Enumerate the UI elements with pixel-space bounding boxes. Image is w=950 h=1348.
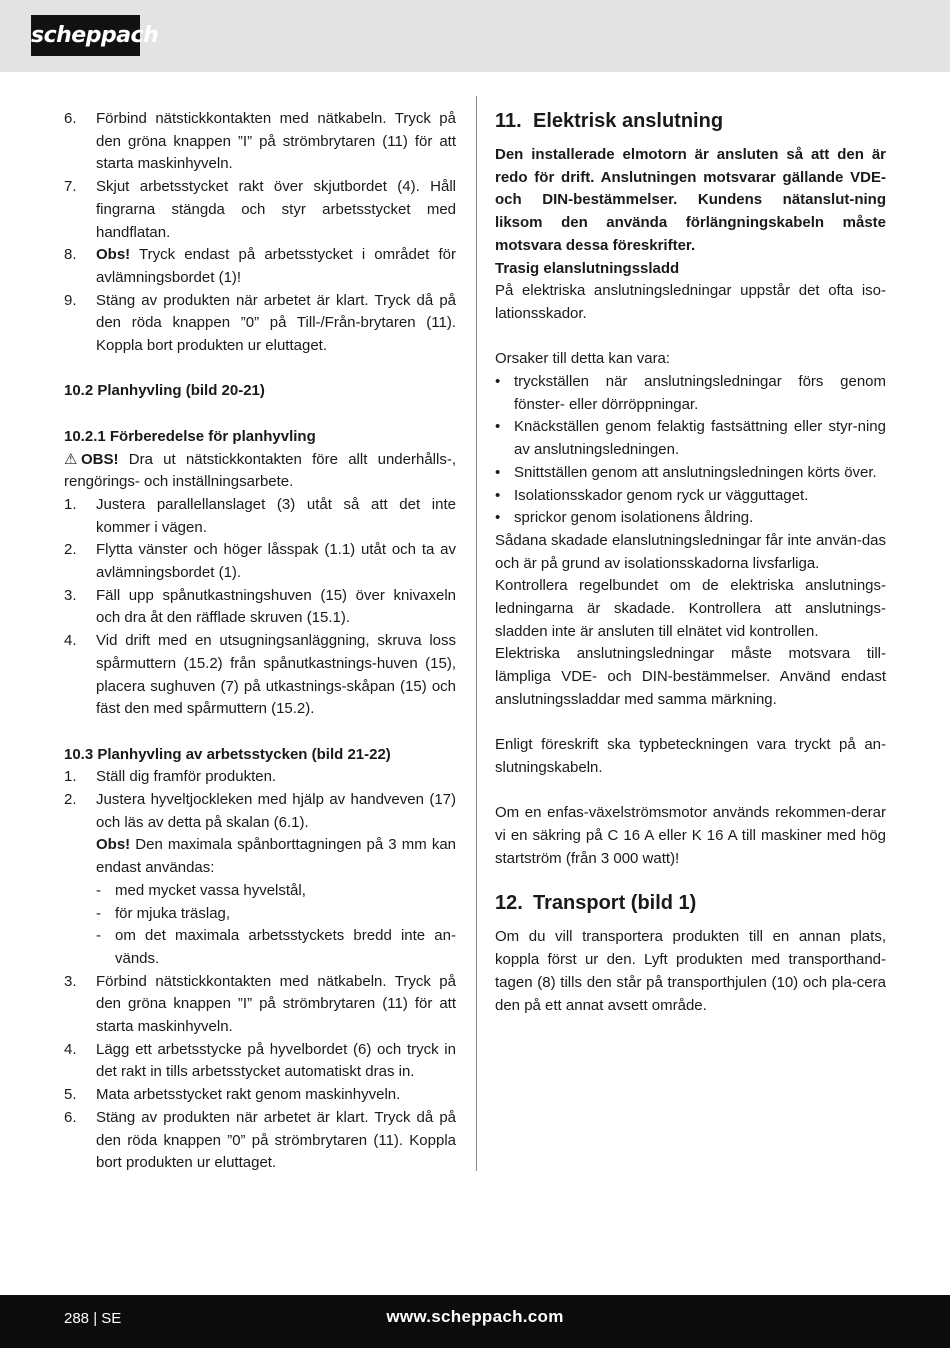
sub-heading: Trasig elanslutningssladd <box>495 259 680 277</box>
list-item: 2. Justera hyveltjockleken med hjälp av handveven (17) och läs av detta på skalan (6.1). <box>64 791 456 831</box>
dash-item: - om det maximala arbetsstyckets bredd inte an-vänds. <box>96 927 456 967</box>
section-heading-11: 11. Elektrisk anslutning <box>495 110 724 132</box>
warning-triangle-icon: ⚠ <box>64 450 78 468</box>
paragraph: Sådana skadade elanslutningsledningar får inte använ-das och är på grund av isolationsskadorna livsfarliga. <box>495 531 886 572</box>
website-link[interactable]: www.scheppach.com <box>386 1307 564 1326</box>
page-footer <box>0 1295 950 1348</box>
paragraph: På elektriska anslutningsledningar uppstår det ofta iso-lationsskador. <box>495 282 886 322</box>
list-item: 8. Obs! Tryck endast på arbetsstycket i området för avlämningsbordet (1)! <box>64 246 456 286</box>
list-item: 6. Förbind nätstickkontakten med nätkabeln. Tryck på den gröna knappen ”I” på strömbrytaren (11) för att starta maskinhyveln. <box>64 110 456 173</box>
scheppach-logo: scheppach <box>31 15 140 56</box>
page-header <box>0 0 950 72</box>
section-heading-10-3: 10.3 Planhyvling av arbetsstycken (bild 21-22) <box>64 745 391 763</box>
list-item: 1. Justera parallellanslaget (3) utåt så att det inte kommer i vägen. <box>64 495 456 536</box>
column-divider <box>476 96 477 1171</box>
right-column <box>495 108 886 1017</box>
left-column <box>64 108 456 1175</box>
paragraph: Kontrollera regelbundet om de elektriska anslutnings-ledningarna är skadade. Kontrollera att anslutnings-sladden inte är ansluten till elnätet vid kontrollen. <box>495 577 886 640</box>
dash-item: - för mjuka träslag, <box>96 904 231 922</box>
list-item: 3. Fäll upp spånutkastningshuven (15) över knivaxeln och dra åt den räfflade skruven (15.1). <box>64 586 456 627</box>
paragraph: Om en enfas-växelströmsmotor används rekommen-derar vi en säkring på C 16 A eller K 16 A till maskiner med hög startström (från 3 000 watt)! <box>495 804 886 867</box>
paragraph: Orsaker till detta kan vara: <box>495 350 671 368</box>
list-item: 2. Flytta vänster och höger låsspak (1.1) utåt och ta av avlämningsbordet (1). <box>64 541 456 582</box>
obs-note: Obs! Den maximala spånborttagningen på 3 mm kan endast användas: <box>96 836 456 877</box>
bullet-item: • tryckställen när anslutningsledningar förs genom fönster- eller dörröppningar. <box>495 373 886 413</box>
paragraph: Elektriska anslutningsledningar måste motsvara till-lämpliga VDE- och DIN-bestämmelser. Använd endast anslutningssladdar med samma märkning. <box>495 645 886 708</box>
bullet-item: • Isolationsskador genom ryck ur vägguttaget. <box>495 486 809 504</box>
bullet-item: • Knäckställen genom felaktig fastsättning eller styr-ning av anslutningsledningen. <box>495 418 886 459</box>
intro-paragraph: Den installerade elmotorn är ansluten så att den är redo för drift. Anslutningen motsvarar gällande VDE- och DIN-bestämmelser. Kundens nätanslut-ning liksom den använda förlängningskabeln måste motsvara dessa föreskrifter. <box>495 146 886 254</box>
bullet-item: • sprickor genom isolationens åldring. <box>495 509 754 527</box>
section-heading-10-2: 10.2 Planhyvling (bild 20-21) <box>64 382 265 400</box>
paragraph: Enligt föreskrift ska typbeteckningen vara tryckt på an-slutningskabeln. <box>495 736 886 776</box>
list-item: 3. Förbind nätstickkontakten med nätkabeln. Tryck på den gröna knappen ”I” på strömbrytaren (11) för att starta maskinhyveln. <box>64 972 456 1036</box>
list-item: 9. Stäng av produkten när arbetet är klart. Tryck då på den röda knappen ”0” på Till-/Från-brytaren (11). Koppla bort produkten ur eluttaget. <box>64 291 456 355</box>
list-item: 4. Lägg ett arbetsstycke på hyvelbordet (6) och tryck in det rakt in tills arbetsstycket automatiskt dras in. <box>64 1040 456 1081</box>
list-item: 4. Vid drift med en utsugningsanläggning, skruva loss spårmuttern (15.2) från spånutkastnings-huven (15), placera sughuven (7) på utkastnings-skåpan (15) och fäst den med spårmuttern (15.2). <box>64 632 456 718</box>
paragraph: Om du vill transportera produkten till en annan plats, koppla först ur den. Lyft produkten med transporthand-tagen (8) tills den står på transporthjulen (10) och pla-cera den på ett annat avsett område. <box>495 928 886 1014</box>
list-item: 1. Ställ dig framför produkten. <box>64 768 277 786</box>
list-item: 5. Mata arbetsstycket rakt genom maskinhyveln. <box>64 1086 401 1104</box>
bullet-item: • Snittställen genom att anslutningsledningen körts över. <box>495 463 877 481</box>
section-heading-10-2-1: 10.2.1 Förberedelse för planhyvling <box>64 427 316 445</box>
section-heading-12: 12. Transport (bild 1) <box>495 892 697 915</box>
list-item: 7. Skjut arbetsstycket rakt över skjutbordet (4). Håll fingrarna stängda och styr arbetsstycket med handflatan. <box>64 178 456 241</box>
warning-note: ⚠ OBS! Dra ut nätstickkontakten före allt underhålls-, rengörings- och inställningsarbete. <box>64 450 456 491</box>
page-number: 288 | SE <box>64 1310 122 1327</box>
dash-item: - med mycket vassa hyvelstål, <box>96 881 306 899</box>
list-item: 6. Stäng av produkten när arbetet är klart. Tryck då på den röda knappen ”0” på strömbrytaren (11). Koppla bort produkten ur eluttaget. <box>64 1108 456 1172</box>
